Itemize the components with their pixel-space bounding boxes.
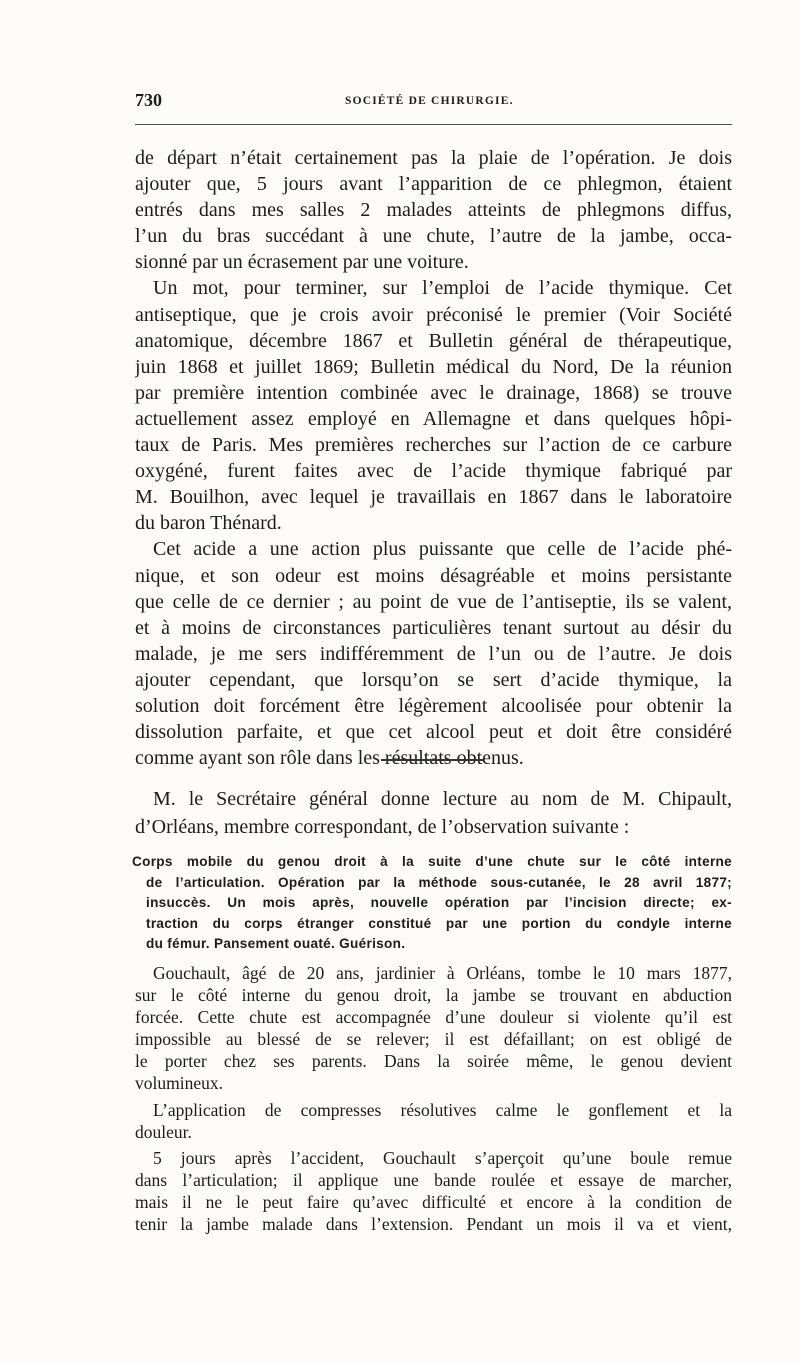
- text-line: comme ayant son rôle dans les résultats obtenus.: [135, 747, 524, 770]
- text-line: malade, je me sers indifféremment de l’un ou de l’autre. Je dois: [135, 642, 732, 665]
- text-line: de départ n’était certainement pas la plaie de l’opération. Je dois: [135, 147, 732, 169]
- text-line: par première intention combinée avec le drainage, 1868) se trouve: [135, 381, 732, 404]
- text-line: de l’articulation. Opération par la méthode sous-cutanée, le 28 avril 1877;: [146, 874, 732, 890]
- text-line: 5 jours après l’accident, Gouchault s’aperçoit qu’une boule remue: [153, 1147, 732, 1168]
- page-header: [135, 90, 732, 114]
- text-line: impossible au blessé de se relever; il est défaillant; on est obligé de: [135, 1029, 732, 1050]
- text-line: volumineux.: [135, 1073, 223, 1094]
- text-line: ajouter que, 5 jours avant l’apparition de ce phlegmon, étaient: [135, 173, 732, 196]
- main-text: [135, 145, 732, 771]
- text-line: traction du corps étranger constitué par une portion du condyle interne: [146, 915, 732, 931]
- running-title: SOCIÉTÉ DE CHIRURGIE.: [345, 95, 514, 107]
- text-line: anatomique, décembre 1867 et Bulletin général de thérapeutique,: [135, 329, 732, 352]
- text-line: sur le côté interne du genou droit, la jambe se trouvant en abduction: [135, 985, 732, 1006]
- text-line: Corps mobile du genou droit à la suite d’une chute sur le côté interne: [132, 854, 732, 869]
- text-line: nique, et son odeur est moins désagréable et moins persistante: [135, 564, 732, 587]
- text-line: que celle de ce dernier ; au point de vue de l’antiseptie, ils se valent,: [135, 590, 732, 613]
- text-line: ajouter cependant, que lorsqu’on se sert d’acide thymique, la: [135, 668, 732, 691]
- text-line: l’un du bras succédant à une chute, l’autre de la jambe, occa-: [135, 225, 732, 248]
- text-line: et à moins de circonstances particulières tenant surtout au désir du: [135, 616, 732, 639]
- text-line: solution doit forcément être légèrement alcoolisée pour obtenir la: [135, 694, 732, 717]
- text-line: actuellement assez employé en Allemagne et dans quelques hôpi-: [135, 407, 732, 430]
- text-line: forcée. Cette chute est accompagnée d’une douleur si violente qu’il est: [135, 1007, 732, 1028]
- text-line: du baron Thénard.: [135, 512, 282, 535]
- text-line: sionné par un écrasement par une voiture.: [135, 251, 469, 274]
- text-line: insuccès. Un mois après, nouvelle opération par l’incision directe; ex-: [146, 895, 732, 910]
- text-line: L’application de compresses résolutives calme le gonflement et la: [153, 1099, 732, 1120]
- header-rule: [135, 124, 732, 125]
- observation-text: [135, 962, 732, 1235]
- text-line: Cet acide a une action plus puissante que celle de l’acide phé-: [153, 538, 732, 561]
- text-line: oxygéné, furent faites avec de l’acide thymique fabriqué par: [135, 460, 732, 483]
- intro-paragraph: [135, 785, 732, 841]
- text-line: douleur.: [135, 1121, 192, 1142]
- text-line: du fémur. Pansement ouaté. Guérison.: [146, 936, 406, 951]
- text-line: dissolution parfaite, et que cet alcool peut et doit être considéré: [135, 721, 732, 744]
- text-line: entrés dans mes salles 2 malades atteints de phlegmons diffus,: [135, 199, 732, 222]
- section-separator: [381, 759, 483, 761]
- text-line: M. le Secrétaire général donne lecture au nom de M. Chipault,: [153, 788, 732, 810]
- text-line: juin 1868 et juillet 1869; Bulletin médical du Nord, De la réunion: [135, 355, 732, 378]
- text-line: M. Bouilhon, avec lequel je travaillais en 1867 dans le laboratoire: [135, 486, 732, 509]
- text-line: d’Orléans, membre correspondant, de l’observation suivante :: [135, 816, 630, 838]
- text-line: antiseptique, que je crois avoir préconisé le premier (Voir Société: [135, 303, 732, 326]
- text-line: le porter chez ses parents. Dans la soirée même, le genou devient: [135, 1051, 732, 1072]
- case-summary: [132, 852, 732, 955]
- text-line: Un mot, pour terminer, sur l’emploi de l’acide thymique. Cet: [153, 277, 732, 300]
- page-number: 730: [135, 90, 162, 110]
- text-line: Gouchault, âgé de 20 ans, jardinier à Orléans, tombe le 10 mars 1877,: [153, 963, 732, 983]
- text-line: tenir la jambe malade dans l’extension. Pendant un mois il va et vient,: [135, 1214, 732, 1235]
- text-line: mais il ne le peut faire qu’avec difficulté et encore à la condition de: [135, 1191, 732, 1212]
- text-line: dans l’articulation; il applique une bande roulée et essaye de marcher,: [135, 1169, 732, 1190]
- text-line: taux de Paris. Mes premières recherches sur l’action de ce carbure: [135, 434, 732, 457]
